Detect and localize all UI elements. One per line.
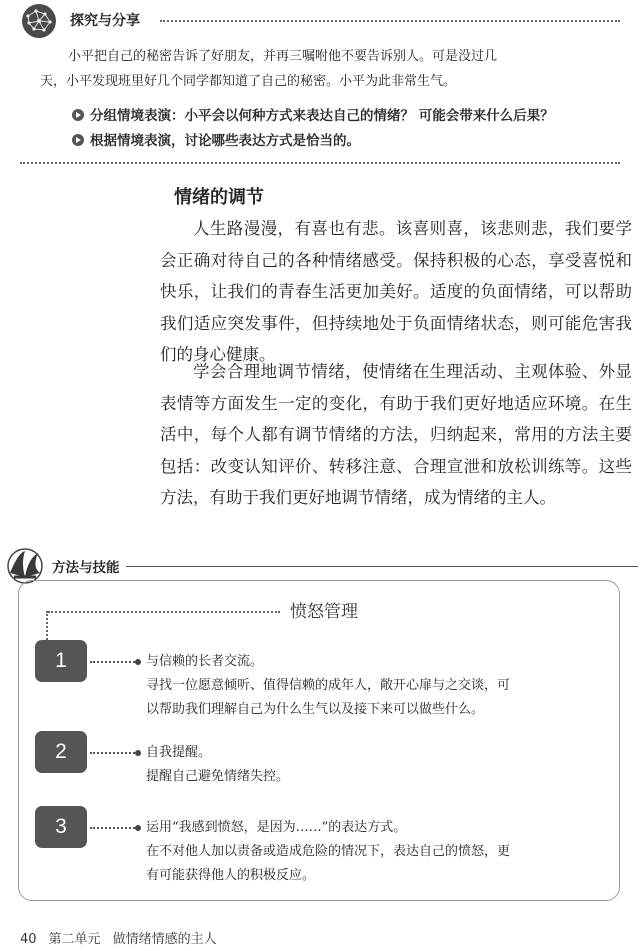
page-footer	[20, 928, 229, 947]
method-section-title: 方法与技能	[52, 560, 120, 576]
step-2-detail-1: 提醒自己避免情绪失控。	[146, 769, 290, 784]
step-2-badge: 2	[35, 731, 87, 773]
anger-management-title: 愤怒管理	[290, 602, 358, 622]
section-divider	[20, 162, 620, 164]
step-3-badge: 3	[35, 806, 87, 848]
unit-title: 做情绪情感的主人	[112, 932, 217, 947]
step-1-text	[146, 650, 616, 722]
box-dotted-connector	[46, 611, 48, 643]
box-dotted-leader	[48, 611, 280, 613]
story-line-1: 小平把自己的秘密告诉了好朋友，并再三嘱咐他不要告诉别人。可是没过几	[68, 49, 498, 64]
step-3-detail-1: 在不对他人加以责备或造成危险的情况下，表达自己的愤怒，更	[146, 844, 511, 859]
step-3-heading: 运用“我感到愤怒，是因为……”的表达方式。	[146, 820, 407, 835]
step-2-heading: 自我提醒。	[146, 745, 212, 760]
play-bullet-icon	[72, 134, 84, 146]
step-2-connector	[90, 752, 138, 754]
play-bullet-icon	[72, 109, 84, 121]
activity-bullet-2	[72, 129, 360, 149]
activity-bullet-1	[72, 104, 554, 124]
method-skill-icon	[6, 543, 44, 585]
explore-section-title: 探究与分享	[70, 13, 140, 29]
step-1-connector	[90, 661, 138, 663]
step-1-heading: 与信赖的长者交流。	[146, 654, 264, 669]
step-2-text	[146, 741, 616, 789]
method-title-rule	[126, 566, 638, 567]
step-3-detail-2: 有可能获得他人的积极反应。	[146, 868, 316, 883]
regulation-paragraph-2: 学会合理地调节情绪，使情绪在生理活动、主观体验、外显表情等方面发生一定的变化，有助于我们更好地适应环境。在生活中，每个人都有调节情绪的方法，归纳起来，常用的方法主要包括：改变认知评价、转移注意、合理宣泄和放松训练等。这些方法，有助于我们更好地调节情绪，成为情绪的主人。	[160, 362, 632, 507]
regulation-heading: 情绪的调节	[174, 187, 264, 208]
step-1-badge: 1	[35, 640, 87, 682]
regulation-paragraph-1: 人生路漫漫，有喜也有悲。该喜则喜，该悲则悲，我们要学会正确对待自己的各种情绪感受。保持积极的心态，享受喜悦和快乐，让我们的青春生活更加美好。适度的负面情绪，可以帮助我们适应突发事件，但持续地处于负面情绪状态，则可能危害我们的身心健康。	[160, 219, 632, 364]
activity-bullet-1-text: 分组情境表演：小平会以何种方式来表达自己的情绪？ 可能会带来什么后果？	[90, 108, 554, 124]
unit-label: 第二单元	[48, 932, 101, 947]
step-1-detail-2: 以帮助我们理解自己为什么生气以及接下来可以做些什么。	[146, 702, 485, 717]
step-3-connector	[90, 827, 138, 829]
explore-title-rule	[160, 20, 620, 22]
globe-network-icon	[20, 2, 58, 40]
page-number: 40	[20, 932, 37, 947]
activity-bullet-2-text: 根据情境表演，讨论哪些表达方式是恰当的。	[90, 133, 360, 149]
story-line-2: 天，小平发现班里好几个同学都知道了自己的秘密。小平为此非常生气。	[40, 74, 457, 89]
step-3-text	[146, 816, 616, 888]
step-1-detail-1: 寻找一位愿意倾听、值得信赖的成年人，敞开心扉与之交谈，可	[146, 678, 511, 693]
